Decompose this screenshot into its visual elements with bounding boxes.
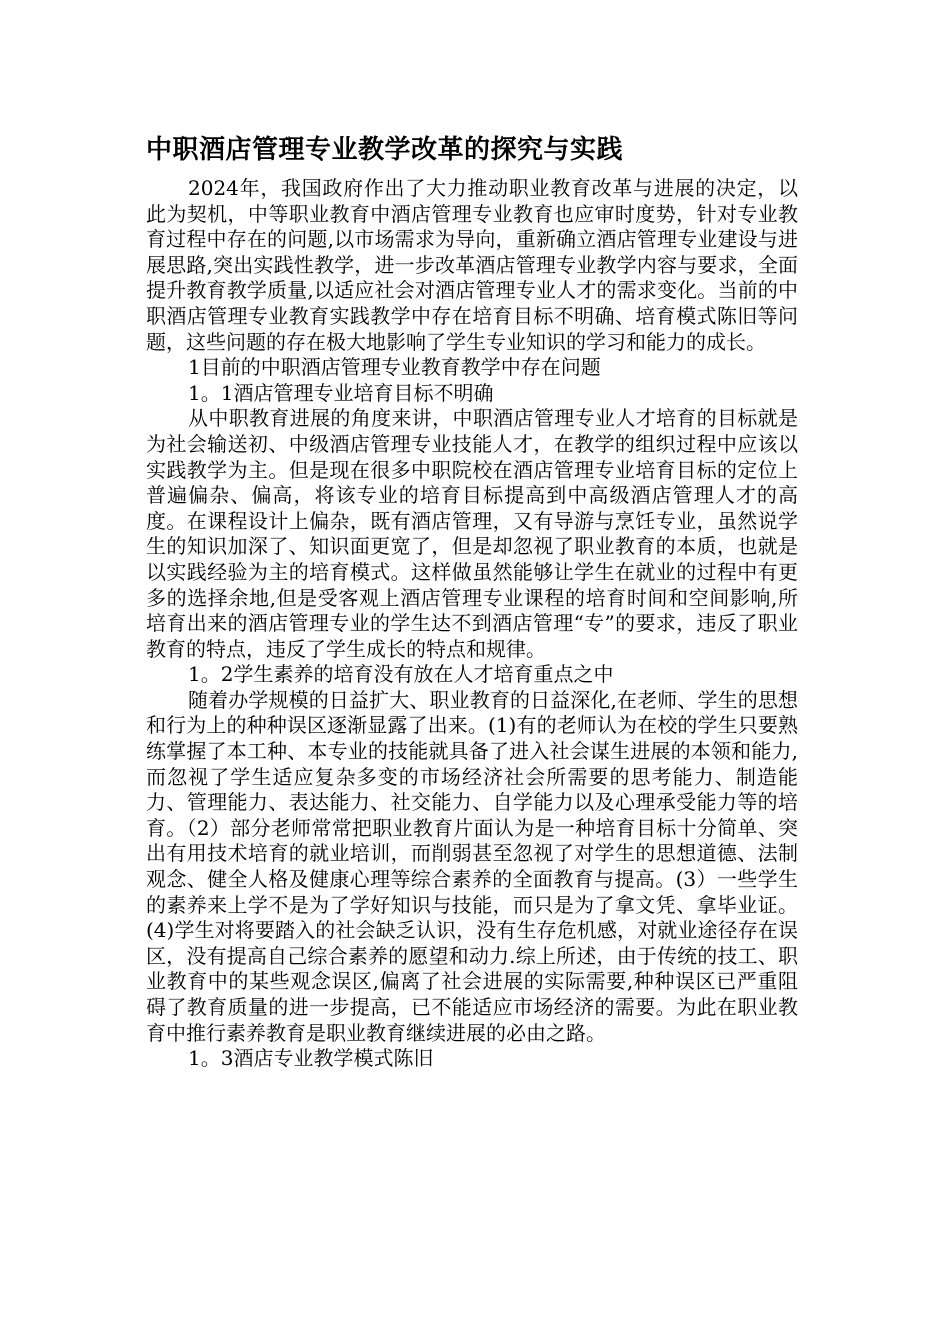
document-title: 中职酒店管理专业教学改革的探究与实践 [146, 135, 624, 165]
subsection-heading-1-3: 1。3酒店专业教学模式陈旧 [188, 1046, 434, 1071]
paragraph-1-2: 随着办学规模的日益扩大、职业教育的日益深化,在老师、学生的思想和行为上的种种误区逐渐显露了出来。(1)有的老师认为在校的学生只要熟练掌握了本工种、本专业的技能就具备了进入社会谋生进展的本领和能力,而忽视了学生适应复杂多变的市场经济社会所需要的思考能力、制造能力、管理能力、表达能力、社交能力、自学能力以及心理承受能力等的培育。（2）部分老师常常把职业教育片面认为是一种培育目标十分简单、突出有用技术培育的就业培训，而削弱甚至忽视了对学生的思想道德、法制观念、健全人格及健康心理等综合素养的全面教育与提高。(3）一些学生的素养来上学不是为了学好知识与技能，而只是为了拿文凭、拿毕业证。(4)学生对将要踏入的社会缺乏认识，没有生存危机感，对就业途径存在误区，没有提高自己综合素养的愿望和动力.综上所述，由于传统的技工、职业教育中的某些观念误区,偏离了社会进展的实际需要,种种误区已严重阻碍了教育质量的进一步提高，已不能适应市场经济的需要。为此在职业教育中推行素养教育是职业教育继续进展的必由之路。 [146, 687, 798, 1045]
subsection-heading-1-2: 1。2学生素养的培育没有放在人才培育重点之中 [188, 662, 614, 687]
subsection-heading-1-1: 1。1酒店管理专业培育目标不明确 [188, 380, 494, 405]
document-body [146, 176, 798, 1072]
paragraph-1-1: 从中职教育进展的角度来讲，中职酒店管理专业人才培育的目标就是为社会输送初、中级酒店管理专业技能人才，在教学的组织过程中应该以实践教学为主。但是现在很多中职院校在酒店管理专业培育目标的定位上普遍偏杂、偏高，将该专业的培育目标提高到中高级酒店管理人才的高度。在课程设计上偏杂，既有酒店管理，又有导游与烹饪专业，虽然说学生的知识加深了、知识面更宽了，但是却忽视了职业教育的本质，也就是以实践经验为主的培育模式。这样做虽然能够让学生在就业的过程中有更多的选择余地,但是受客观上酒店管理专业课程的培育时间和空间影响,所培育出来的酒店管理专业的学生达不到酒店管理“专”的要求，违反了职业教育的特点，违反了学生成长的特点和规律。 [146, 406, 798, 661]
document-page [146, 130, 798, 1072]
paragraph-intro: 2024年，我国政府作出了大力推动职业教育改革与进展的决定，以此为契机，中等职业教育中酒店管理专业教育也应审时度势，针对专业教育过程中存在的问题,以市场需求为导向，重新确立酒店管理专业建设与进展思路,突出实践性教学，进一步改革酒店管理专业教学内容与要求，全面提升教育教学质量,以适应社会对酒店管理专业人才的需求变化。当前的中职酒店管理专业教育实践教学中存在培育目标不明确、培育模式陈旧等问题，这些问题的存在极大地影响了学生专业知识的学习和能力的成长。 [146, 176, 798, 354]
section-heading-1: 1目前的中职酒店管理专业教育教学中存在问题 [188, 355, 601, 380]
